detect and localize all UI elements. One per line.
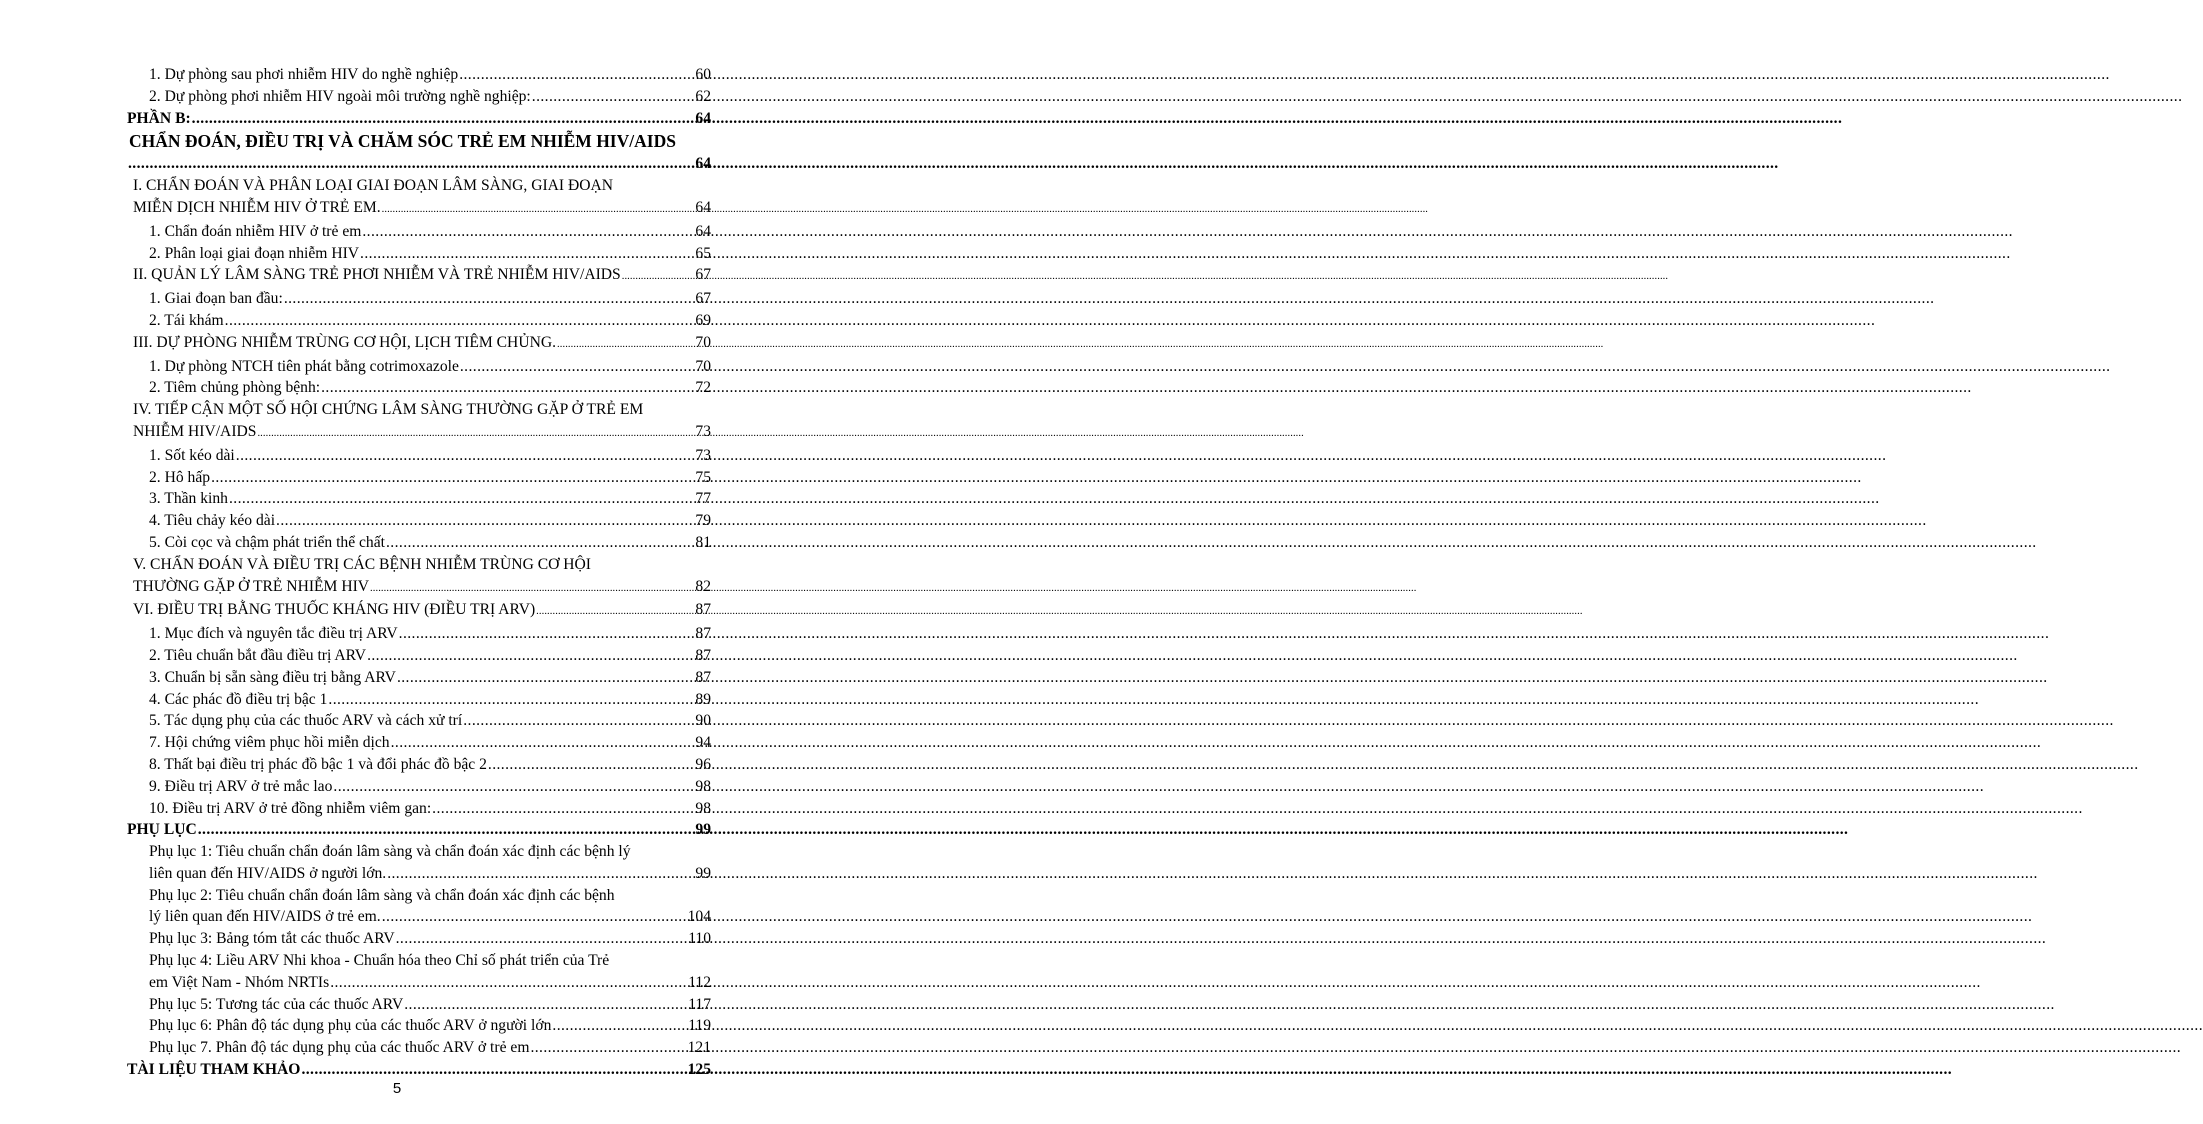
- toc-entry[interactable]: [127, 554, 711, 600]
- dot-leader: [328, 689, 694, 711]
- dot-leader: [330, 972, 687, 994]
- dot-leader: [370, 576, 694, 600]
- dot-leader: [399, 623, 695, 645]
- toc-entry-page-number: 82: [695, 577, 711, 595]
- toc-entry[interactable]: [127, 928, 711, 950]
- toc-entry[interactable]: [127, 1059, 711, 1081]
- table-of-contents: [127, 64, 711, 1081]
- toc-entry-page-number: 117: [688, 995, 711, 1013]
- toc-entry-page-number: 73: [695, 446, 711, 464]
- toc-entry-page-number: 104: [687, 908, 711, 926]
- dot-leader: [382, 906, 687, 928]
- toc-entry[interactable]: [127, 64, 711, 86]
- toc-entry[interactable]: [127, 841, 711, 885]
- toc-entry-page-number: 98: [695, 777, 711, 795]
- toc-entry[interactable]: [127, 445, 711, 467]
- toc-entry[interactable]: [127, 356, 711, 378]
- toc-entry-title: PHỤ LỤC: [127, 821, 197, 839]
- toc-entry-page-number: 87: [695, 646, 711, 664]
- toc-entry-page-number: 70: [695, 333, 711, 351]
- toc-entry[interactable]: [127, 994, 711, 1016]
- toc-entry[interactable]: [127, 510, 711, 532]
- toc-entry[interactable]: [127, 243, 711, 265]
- toc-entry[interactable]: [127, 467, 711, 489]
- toc-entry[interactable]: [127, 1037, 711, 1059]
- toc-entry[interactable]: [127, 488, 711, 510]
- dot-leader: [321, 377, 694, 399]
- dot-leader: [396, 928, 688, 950]
- dot-leader: [459, 64, 694, 86]
- toc-entry[interactable]: [127, 732, 711, 754]
- toc-entry-title: THƯỜNG GẶP Ở TRẺ NHIỄM HIV: [133, 577, 370, 595]
- toc-entry[interactable]: [127, 221, 711, 243]
- toc-entry-page-number: 64: [695, 222, 711, 240]
- toc-entry-page-number: 89: [695, 690, 711, 708]
- dot-leader: [386, 532, 694, 554]
- toc-entry[interactable]: [127, 667, 711, 689]
- toc-entry-page-number: 125: [687, 1061, 711, 1079]
- dot-leader: [211, 467, 694, 489]
- dot-leader: [257, 421, 694, 445]
- toc-entry[interactable]: [127, 108, 711, 130]
- toc-entry-page-number: 79: [695, 512, 711, 530]
- dot-leader: [198, 819, 695, 841]
- dot-leader: [362, 221, 694, 243]
- toc-entry-title: 2. Phân loại giai đoạn nhiễm HIV: [149, 244, 360, 262]
- toc-entry[interactable]: [127, 332, 711, 356]
- toc-entry[interactable]: [127, 710, 711, 732]
- toc-entry-title: 1. Mục đích và nguyên tắc điều trị ARV: [149, 625, 398, 643]
- toc-entry-page-number: 64: [695, 155, 711, 173]
- toc-entry-title: lý liên quan đến HIV/AIDS ở trẻ em.: [149, 908, 381, 926]
- toc-entry-page-number: 99: [695, 821, 711, 839]
- dot-leader: [236, 445, 695, 467]
- page-number: 5: [392, 1080, 402, 1097]
- toc-entry-title: 2. Tiêm chủng phòng bệnh:: [149, 379, 321, 397]
- toc-entry-title-line: Phụ lục 4: Liều ARV Nhi khoa - Chuẩn hóa theo Chỉ số phát triển của Trẻ: [149, 952, 610, 970]
- toc-entry-title: em Việt Nam - Nhóm NRTIs: [149, 973, 330, 991]
- toc-entry[interactable]: [127, 754, 711, 776]
- toc-entry-title: 1. Giai đoạn ban đầu:: [149, 290, 283, 308]
- toc-entry-title: 2. Tiêu chuẩn bắt đầu điều trị ARV: [149, 646, 367, 664]
- toc-entry[interactable]: [127, 399, 711, 445]
- toc-entry-title: 9. Điều trị ARV ở trẻ mắc lao: [149, 777, 333, 795]
- document-page: [0, 0, 794, 1124]
- dot-leader: [382, 197, 695, 221]
- toc-entry[interactable]: [127, 86, 711, 108]
- toc-entry-title: 2. Hô hấp: [149, 468, 211, 486]
- toc-entry-title: 5. Tác dụng phụ của các thuốc ARV và cách xử trí: [149, 712, 463, 730]
- dot-leader: [225, 310, 695, 332]
- dot-leader: [391, 732, 695, 754]
- toc-entry-page-number: 77: [695, 490, 711, 508]
- toc-entry-page-number: 94: [695, 734, 711, 752]
- toc-entry-page-number: 110: [688, 930, 711, 948]
- toc-entry[interactable]: [127, 310, 711, 332]
- toc-entry-page-number: 87: [695, 625, 711, 643]
- dot-leader: [552, 1015, 687, 1037]
- toc-entry[interactable]: [127, 599, 711, 623]
- toc-entry-title: MIỄN DỊCH NHIỄM HIV Ở TRẺ EM.: [133, 198, 381, 216]
- toc-entry-title: 4. Các phác đồ điều trị bậc 1: [149, 690, 328, 708]
- toc-entry-page-number: 60: [695, 66, 711, 83]
- toc-entry-title: VI. ĐIỀU TRỊ BẰNG THUỐC KHÁNG HIV (ĐIỀU TRỊ ARV): [133, 601, 536, 619]
- toc-entry[interactable]: [127, 532, 711, 554]
- toc-entry-title: 4. Tiêu chảy kéo dài: [149, 512, 276, 530]
- toc-entry-page-number: 121: [687, 1039, 711, 1057]
- dot-leader: [229, 488, 694, 510]
- toc-entry-page-number: 67: [695, 266, 711, 284]
- toc-entry-title: II. QUẢN LÝ LÂM SÀNG TRẺ PHƠI NHIỄM VÀ TRẺ NHIỄM HIV/AIDS: [133, 266, 621, 284]
- dot-leader: [463, 710, 694, 732]
- toc-entry-page-number: 72: [695, 379, 711, 397]
- toc-entry[interactable]: [127, 153, 711, 175]
- toc-entry-page-number: 62: [695, 87, 711, 105]
- toc-entry-page-number: 99: [695, 864, 711, 882]
- toc-entry-title: Phụ lục 5: Tương tác của các thuốc ARV: [149, 995, 404, 1013]
- toc-entry-page-number: 75: [695, 468, 711, 486]
- toc-entry-title-line: IV. TIẾP CẬN MỘT SỐ HỘI CHỨNG LÂM SÀNG THƯỜNG GẶP Ở TRẺ EM: [133, 401, 644, 419]
- toc-entry-title: 1. Chẩn đoán nhiễm HIV ở trẻ em: [149, 222, 362, 240]
- dot-leader: [301, 1059, 686, 1081]
- toc-entry[interactable]: [127, 885, 711, 929]
- toc-entry-title: 3. Chuẩn bị sẵn sàng điều trị bằng ARV: [149, 668, 396, 686]
- toc-entry-page-number: 96: [695, 755, 711, 773]
- toc-entry-title: 1. Dự phòng sau phơi nhiễm HIV do nghề nghiệp: [149, 66, 459, 83]
- dot-leader: [360, 243, 694, 265]
- toc-entry-title: Phụ lục 3: Bảng tóm tắt các thuốc ARV: [149, 930, 395, 948]
- toc-entry[interactable]: [127, 623, 711, 645]
- toc-entry-title: 3. Thần kinh: [149, 490, 228, 508]
- toc-entry[interactable]: [127, 819, 711, 841]
- dot-leader: [460, 356, 695, 378]
- toc-entry-title: 2. Tái khám: [149, 311, 224, 329]
- toc-entry-page-number: 73: [695, 422, 711, 440]
- toc-entry-page-number: 98: [695, 799, 711, 817]
- toc-entry-title: TÀI LIỆU THAM KHẢO: [127, 1061, 301, 1079]
- toc-entry-page-number: 90: [695, 712, 711, 730]
- toc-entry-title-line: I. CHẨN ĐOÁN VÀ PHÂN LOẠI GIAI ĐOẠN LÂM SÀNG, GIAI ĐOẠN: [133, 177, 614, 195]
- toc-entry-page-number: 65: [695, 244, 711, 262]
- toc-entry-page-number: 81: [695, 533, 711, 551]
- dot-leader: [532, 86, 695, 108]
- toc-entry-title: 1. Dự phòng NTCH tiên phát bằng cotrimoxazole: [149, 357, 459, 375]
- toc-entry-title: Phụ lục 6: Phân độ tác dụng phụ của các thuốc ARV ở người lớn: [149, 1017, 552, 1035]
- toc-entry[interactable]: [127, 264, 711, 288]
- toc-entry[interactable]: [127, 288, 711, 310]
- dot-leader: [192, 108, 695, 130]
- dot-leader: [622, 264, 695, 288]
- toc-entry-page-number: 64: [695, 109, 711, 127]
- toc-entry-title: III. DỰ PHÒNG NHIỄM TRÙNG CƠ HỘI, LỊCH TIÊM CHỦNG.: [133, 333, 557, 351]
- toc-entry-title: 1. Sốt kéo dài: [149, 446, 235, 464]
- toc-entry-title: 7. Hội chứng viêm phục hồi miễn dịch: [149, 734, 390, 752]
- toc-entry-page-number: 67: [695, 290, 711, 308]
- dot-leader: [397, 667, 694, 689]
- toc-entry-title: 10. Điều trị ARV ở trẻ đồng nhiễm viêm gan:: [149, 799, 432, 817]
- toc-entry[interactable]: [127, 798, 711, 820]
- toc-entry-page-number: 64: [695, 198, 711, 216]
- toc-entry[interactable]: [127, 377, 711, 399]
- dot-leader: [387, 863, 694, 885]
- toc-entry-page-number: 87: [695, 601, 711, 619]
- toc-entry-page-number: 112: [688, 973, 711, 991]
- toc-entry[interactable]: [127, 950, 711, 994]
- dot-leader: [333, 776, 694, 798]
- dot-leader: [488, 754, 695, 776]
- dot-leader: [367, 645, 694, 667]
- toc-entry-title: NHIỄM HIV/AIDS: [133, 422, 257, 440]
- section-heading: CHẨN ĐOÁN, ĐIỀU TRỊ VÀ CHĂM SÓC TRẺ EM NHIỄM HIV/AIDS: [129, 131, 676, 152]
- toc-entry[interactable]: [127, 689, 711, 711]
- dot-leader: [128, 153, 694, 175]
- toc-entry-title-line: V. CHẨN ĐOÁN VÀ ĐIỀU TRỊ CÁC BỆNH NHIỄM TRÙNG CƠ HỘI: [133, 555, 592, 573]
- toc-entry-page-number: 119: [688, 1017, 711, 1035]
- toc-entry-page-number: 69: [695, 311, 711, 329]
- dot-leader: [432, 798, 694, 820]
- toc-entry-title: liên quan đến HIV/AIDS ở người lớn.: [149, 864, 387, 882]
- dot-leader: [404, 994, 687, 1016]
- toc-entry-title-line: Phụ lục 2: Tiêu chuẩn chẩn đoán lâm sàng và chẩn đoán xác định các bệnh: [149, 886, 615, 904]
- toc-entry-title-line: Phụ lục 1: Tiêu chuẩn chẩn đoán lâm sàng và chẩn đoán xác định các bệnh lý: [149, 843, 631, 861]
- dot-leader: [530, 1037, 686, 1059]
- dot-leader: [557, 332, 694, 356]
- dot-leader: [536, 599, 694, 623]
- toc-entry-page-number: 70: [695, 357, 711, 375]
- dot-leader: [276, 510, 694, 532]
- toc-entry[interactable]: [127, 175, 711, 221]
- toc-entry[interactable]: [127, 645, 711, 667]
- toc-entry-title: 5. Còi cọc và chậm phát triển thể chất: [149, 533, 385, 551]
- toc-entry-title: 2. Dự phòng phơi nhiễm HIV ngoài môi trường nghề nghiệp:: [149, 87, 531, 105]
- toc-entry-page-number: 87: [695, 668, 711, 686]
- toc-entry-title: 8. Thất bại điều trị phác đồ bậc 1 và đổi phác đồ bậc 2: [149, 755, 487, 773]
- toc-entry-title: PHẦN B:: [127, 109, 191, 127]
- toc-entry-title: Phụ lục 7. Phân độ tác dụng phụ của các thuốc ARV ở trẻ em: [149, 1039, 530, 1057]
- toc-entry[interactable]: [127, 1015, 711, 1037]
- dot-leader: [284, 288, 695, 310]
- toc-entry[interactable]: [127, 776, 711, 798]
